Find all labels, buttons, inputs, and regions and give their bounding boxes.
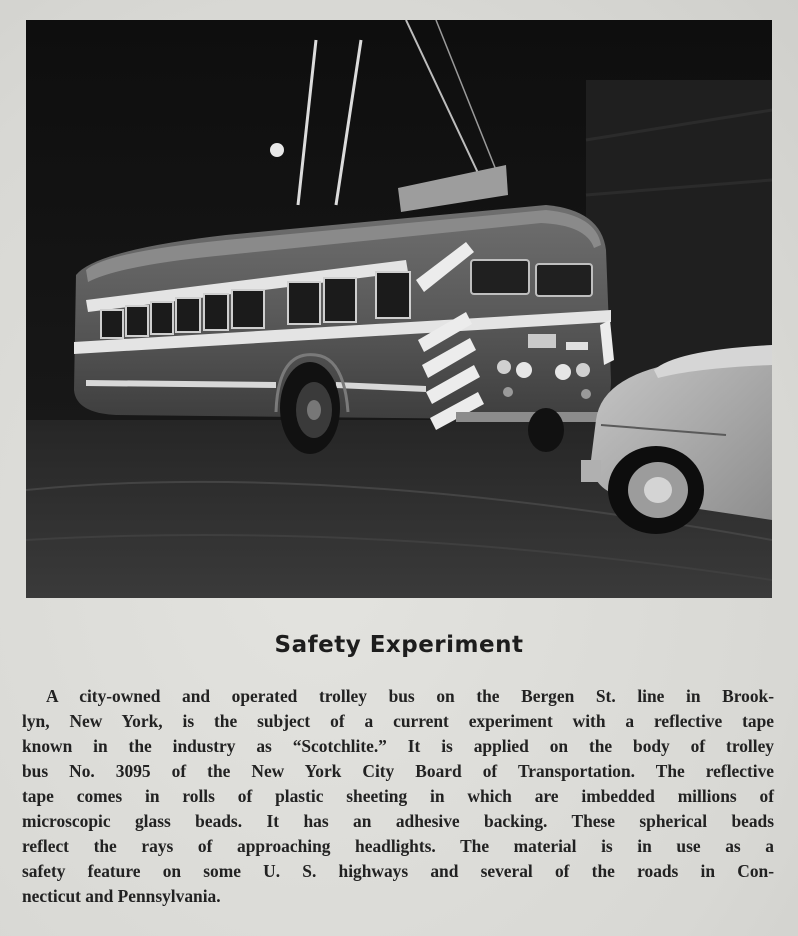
article-line: A city-owned and operated trolley bus on the Bergen St. line in Brook- — [46, 686, 774, 706]
fleet-number-plate — [528, 334, 556, 348]
article-title: Safety Experiment — [274, 632, 524, 658]
street-lamp — [270, 143, 284, 157]
article-line: microscopic glass beads. It has an adhesive backing. These spherical beads — [22, 811, 774, 831]
article-line: tape comes in rolls of plastic sheeting in which are imbedded millions of — [22, 786, 774, 806]
article-line: bus No. 3095 of the New York City Board of Transportation. The reflective — [22, 761, 774, 781]
trolley-bus-photo — [26, 20, 772, 598]
article-body — [22, 684, 774, 909]
article-line: safety feature on some U. S. highways and several of the roads in Con- — [22, 861, 774, 881]
article-line: necticut and Pennsylvania. — [22, 886, 221, 906]
trolley-bus-illustration — [26, 20, 772, 598]
article-line: reflect the rays of approaching headlights. The material is in use as a — [22, 836, 774, 856]
article-line: known in the industry as “Scotchlite.” It is applied on the body of trolley — [22, 736, 774, 756]
article-line: lyn, New York, is the subject of a current experiment with a reflective tape — [22, 711, 774, 731]
